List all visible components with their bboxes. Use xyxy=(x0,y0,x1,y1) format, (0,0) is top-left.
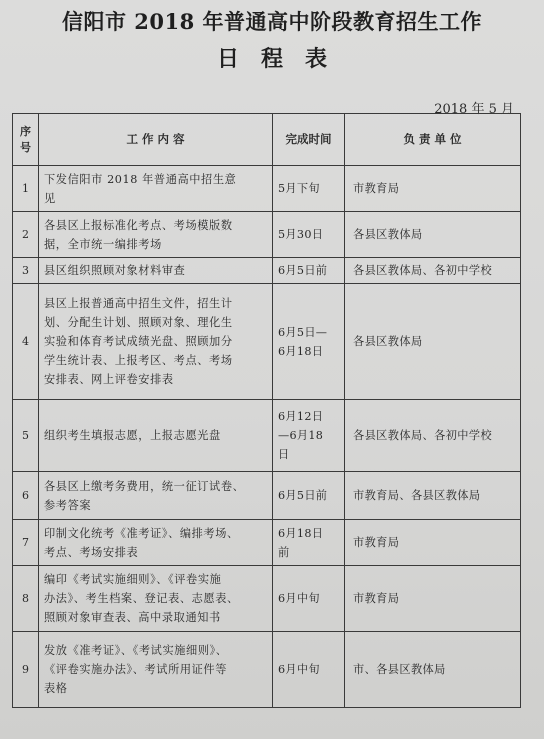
time-line: 6月18日 xyxy=(278,526,324,540)
time-line: 6月12日 xyxy=(278,410,324,423)
time-line: 6月5日前 xyxy=(278,489,328,502)
header-content: 工 作 内 容 xyxy=(39,114,273,166)
header-time: 完成时间 xyxy=(273,114,345,166)
content-line: 表格 xyxy=(44,682,68,695)
row-number: 5 xyxy=(13,400,39,472)
row-number: 7 xyxy=(13,520,39,566)
row-time xyxy=(273,284,345,400)
time-line: 5月下旬 xyxy=(278,182,320,195)
table-row xyxy=(13,472,521,520)
row-time xyxy=(273,258,345,284)
row-time xyxy=(273,166,345,212)
row-number: 3 xyxy=(13,258,39,284)
content-line: 办法》、考生档案、登记表、志愿表、 xyxy=(44,592,239,605)
content-line: 实验和体育考试成绩光盘、照顾加分 xyxy=(44,335,233,348)
row-time xyxy=(273,632,345,708)
time-line: 前 xyxy=(278,545,290,559)
time-line: 6月中旬 xyxy=(278,592,320,605)
table-row xyxy=(13,520,521,566)
row-number: 9 xyxy=(13,632,39,708)
table-row xyxy=(13,632,521,708)
row-unit: 各县区教体局、各初中学校 xyxy=(345,400,521,472)
header-unit: 负 责 单 位 xyxy=(345,114,521,166)
time-line: 5月30日 xyxy=(278,228,324,241)
time-line: 6月5日— xyxy=(278,325,328,339)
row-unit: 市教育局、各县区教体局 xyxy=(345,472,521,520)
table-row xyxy=(13,400,521,472)
row-content xyxy=(39,166,273,212)
table-row xyxy=(13,166,521,212)
content-line: 组织考生填报志愿，上报志愿光盘 xyxy=(44,429,221,442)
content-line: 照顾对象审查表、高中录取通知书 xyxy=(44,611,221,624)
row-time xyxy=(273,566,345,632)
row-unit: 市教育局 xyxy=(345,520,521,566)
document-subtitle: 日程表 xyxy=(216,46,349,72)
row-content xyxy=(39,632,273,708)
content-line: 印制文化统考《准考证》、编排考场、 xyxy=(44,526,239,540)
content-line: 据，全市统一编排考场 xyxy=(44,237,162,251)
document-title: 信阳市 2018 年普通高中阶段教育招生工作 xyxy=(61,9,483,34)
row-content xyxy=(39,400,273,472)
time-line: —6月18 xyxy=(278,429,324,442)
content-line: 各县区上报标准化考点、考场模版数 xyxy=(44,218,233,232)
content-line: 各县区上缴考务费用，统一征订试卷、 xyxy=(44,479,245,493)
table-header-row xyxy=(13,114,521,166)
row-unit: 市、各县区教体局 xyxy=(345,632,521,708)
row-time xyxy=(273,212,345,258)
table-row xyxy=(13,258,521,284)
row-unit: 各县区教体局 xyxy=(345,212,521,258)
row-content xyxy=(39,520,273,566)
document-date: 2018 年 5 月 xyxy=(434,102,514,117)
header-seq: 序 号 xyxy=(13,114,39,166)
content-line: 学生统计表、上报考区、考点、考场 xyxy=(44,354,233,367)
time-line: 6月5日前 xyxy=(278,264,328,277)
row-unit: 市教育局 xyxy=(345,566,521,632)
row-content xyxy=(39,212,273,258)
row-number: 4 xyxy=(13,284,39,400)
row-content xyxy=(39,472,273,520)
content-line: 安排表、网上评卷安排表 xyxy=(44,373,174,386)
content-line: 县区组织照顾对象材料审查 xyxy=(44,264,186,277)
content-line: 见 xyxy=(44,191,56,205)
content-line: 参考答案 xyxy=(44,498,92,512)
row-content xyxy=(39,566,273,632)
content-line: 考点、考场安排表 xyxy=(44,545,139,559)
row-number: 8 xyxy=(13,566,39,632)
time-line: 6月中旬 xyxy=(278,663,320,676)
time-line: 6月18日 xyxy=(278,344,324,358)
content-line: 《评卷实施办法》、考试所用证件等 xyxy=(44,663,228,676)
schedule-table xyxy=(12,113,521,708)
content-line: 县区上报普通高中招生文件，招生计 xyxy=(44,297,233,310)
content-line: 下发信阳市 2018 年普通高中招生意 xyxy=(44,172,237,186)
row-time xyxy=(273,472,345,520)
row-unit: 各县区教体局 xyxy=(345,284,521,400)
row-content xyxy=(39,284,273,400)
table-row xyxy=(13,284,521,400)
row-time xyxy=(273,520,345,566)
row-unit: 各县区教体局、各初中学校 xyxy=(345,258,521,284)
row-number: 6 xyxy=(13,472,39,520)
row-number: 2 xyxy=(13,212,39,258)
table-row xyxy=(13,212,521,258)
table-row xyxy=(13,566,521,632)
row-time xyxy=(273,400,345,472)
content-line: 划、分配生计划、照顾对象、理化生 xyxy=(44,316,233,329)
row-number: 1 xyxy=(13,166,39,212)
time-line: 日 xyxy=(278,448,290,461)
row-unit: 市教育局 xyxy=(345,166,521,212)
content-line: 编印《考试实施细则》、《评卷实施 xyxy=(44,573,222,586)
row-content xyxy=(39,258,273,284)
content-line: 发放《准考证》、《考试实施细则》、 xyxy=(44,644,228,657)
